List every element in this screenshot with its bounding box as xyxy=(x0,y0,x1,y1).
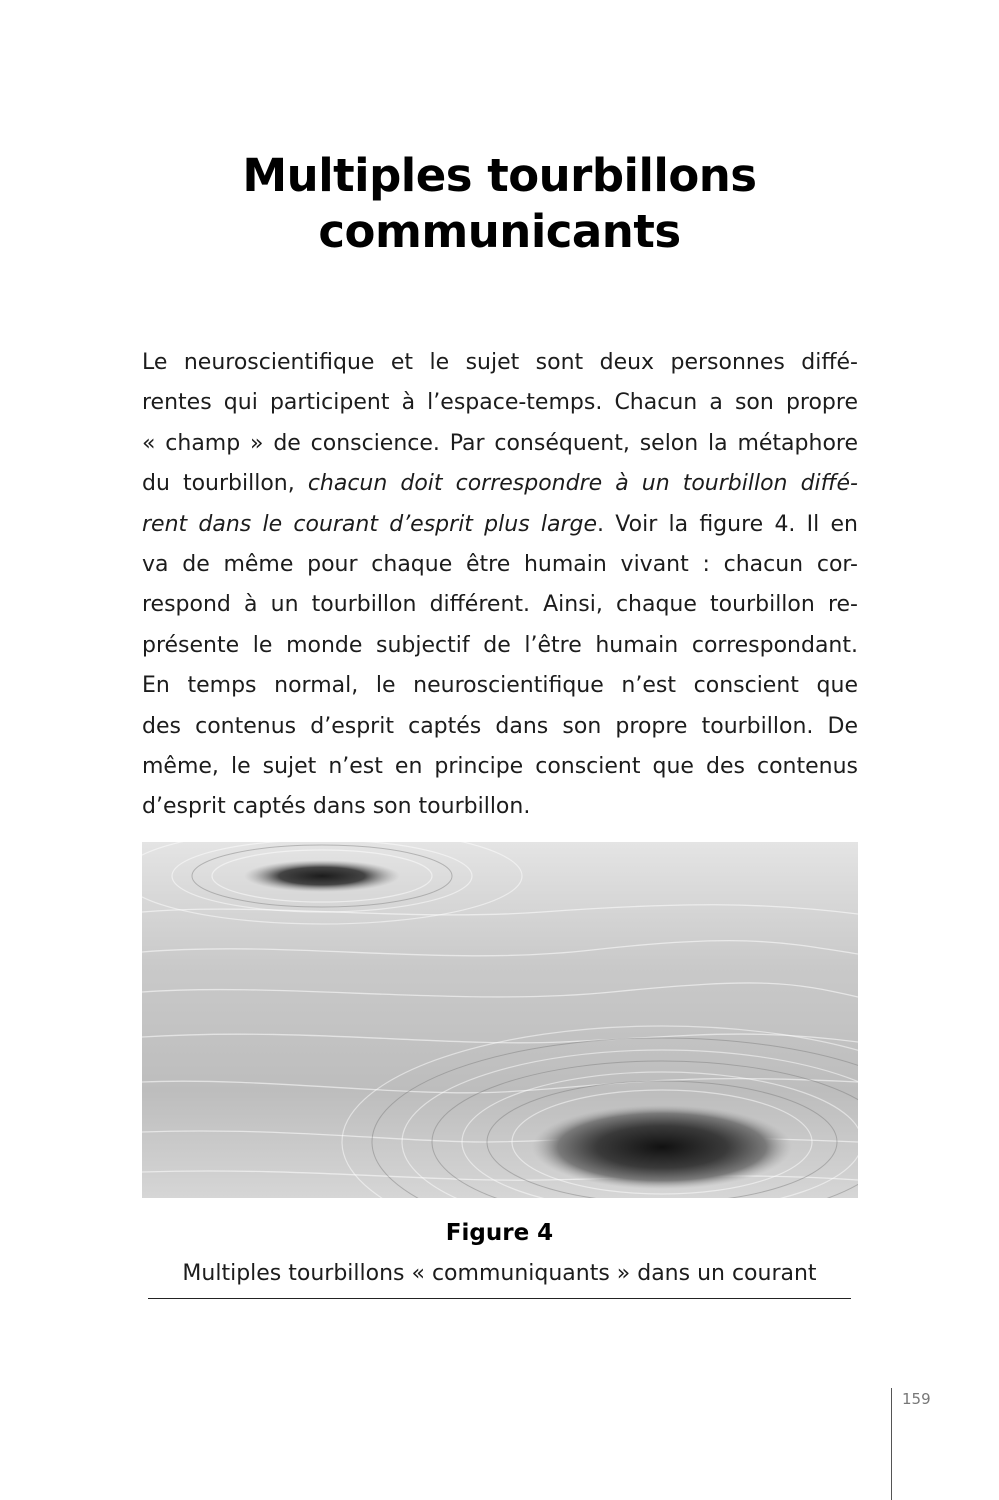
body-text: du tourbillon, xyxy=(142,471,308,497)
body-line xyxy=(142,666,858,706)
body-line xyxy=(142,505,858,545)
body-line xyxy=(142,424,858,464)
body-italic-text: rent dans le courant d’esprit plus large xyxy=(142,511,598,537)
body-line xyxy=(142,545,858,585)
body-line xyxy=(142,343,858,383)
body-text: d’esprit captés dans son tourbillon. xyxy=(142,794,531,820)
body-line xyxy=(142,626,858,666)
body-text: rentes qui participent à l’espace-temps. Chacun a son propre xyxy=(142,390,858,416)
caption-divider xyxy=(148,1298,851,1299)
body-text: respond à un tourbillon différent. Ainsi, chaque tourbillon re- xyxy=(142,592,858,618)
page-number-divider xyxy=(891,1388,892,1500)
body-line xyxy=(142,787,858,827)
body-text: même, le sujet n’est en principe conscient que des contenus xyxy=(142,754,858,780)
body-line xyxy=(142,747,858,787)
body-text: « champ » de conscience. Par conséquent, selon la métaphore xyxy=(142,430,858,456)
body-paragraph xyxy=(142,343,858,828)
body-text: va de même pour chaque être humain vivant : chacun cor- xyxy=(142,552,858,578)
whirlpools-photo-icon xyxy=(142,842,858,1198)
chapter-title xyxy=(0,148,999,260)
page-number: 159 xyxy=(902,1390,931,1408)
figure-caption: Multiples tourbillons « communiquants » dans un courant xyxy=(182,1261,817,1286)
body-text: présente le monde subjectif de l’être humain correspondant. xyxy=(142,632,858,658)
whirlpools-photo xyxy=(142,842,858,1198)
body-text: des contenus d’esprit captés dans son propre tourbillon. De xyxy=(142,713,858,739)
body-line xyxy=(142,585,858,625)
body-italic-text: chacun doit correspondre à un tourbillon diffé- xyxy=(307,471,858,497)
body-text: . Voir la figure 4. Il en xyxy=(597,511,858,537)
body-text: En temps normal, le neuroscientifique n’est conscient que xyxy=(142,673,858,699)
figure-label: Figure 4 xyxy=(445,1220,554,1246)
body-line xyxy=(142,383,858,423)
chapter-title-line-2: communicants xyxy=(318,205,681,258)
chapter-title-line-1: Multiples tourbillons xyxy=(242,149,757,202)
body-line xyxy=(142,464,858,504)
body-line xyxy=(142,707,858,747)
body-text: Le neuroscientifique et le sujet sont deux personnes diffé- xyxy=(142,350,858,375)
